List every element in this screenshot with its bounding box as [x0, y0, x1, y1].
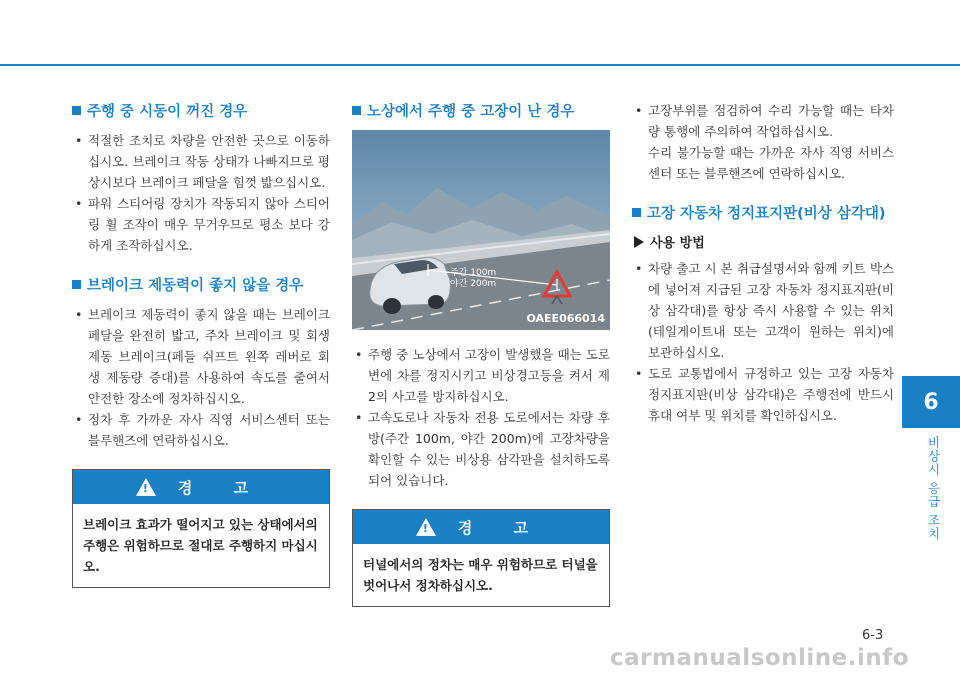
column-1	[72, 100, 330, 588]
bullet-list	[632, 258, 894, 426]
section-title: 주행 중 시동이 꺼진 경우	[87, 104, 248, 120]
list-item: • 주행 중 노상에서 고장이 발생했을 때는 도로변에 차를 정지시키고 비상경고등을 켜서 제2의 사고를 방지하십시오.	[352, 344, 610, 407]
warning-triangle-icon	[416, 518, 436, 536]
bullet-list	[72, 130, 330, 256]
square-bullet-icon	[72, 280, 81, 289]
square-bullet-icon	[72, 106, 81, 115]
section-title: 노상에서 주행 중 고장이 난 경우	[367, 104, 575, 120]
chapter-tab: 6	[902, 376, 960, 428]
warning-triangle-icon	[136, 478, 156, 496]
warning-box	[352, 509, 610, 607]
section-heading	[72, 274, 330, 295]
section-title: 고장 자동차 정지표지판(비상 삼각대)	[647, 206, 886, 222]
distance-note	[450, 268, 496, 290]
list-item: • 차량 출고 시 본 취급설명서와 함께 키트 박스에 넣어져 지급된 고장 자동차 정지표지판(비상 삼각대)를 항상 즉시 사용할 수 있는 위치(테일게이트내 또는 고객이 원하는 위치)에 보관하십시오.	[632, 258, 894, 363]
sub-heading	[634, 232, 894, 251]
square-bullet-icon	[632, 208, 641, 217]
bullet-list	[352, 344, 610, 491]
triangle-bullet-icon	[634, 236, 644, 248]
illustration-svg	[352, 130, 610, 330]
sub-heading-title: 사용 방법	[650, 236, 705, 251]
warning-title: 경 고	[177, 478, 267, 497]
warning-body: 브레이크 효과가 떨어지고 있는 상태에서의 주행은 위험하므로 절대로 주행하지 마십시오.	[83, 517, 318, 574]
section-title: 브레이크 제동력이 좋지 않을 경우	[87, 278, 304, 294]
warning-box	[72, 469, 330, 588]
section-heading	[72, 100, 330, 121]
distance-night: 야간 200m	[450, 279, 497, 289]
section-heading	[632, 202, 894, 223]
chapter-label: 비상시 응급 조치	[926, 436, 941, 541]
list-item: • 도로 교통법에서 규정하고 있는 고장 자동차 정지표지판(비상 삼각대)은 주행전에 반드시 휴대 여부 및 위치를 확인하십시오.	[632, 363, 894, 426]
list-item-line: • 고장부위를 점검하여 수리 가능할 때는 타차량 통행에 주의하여 작업하십시오.	[648, 103, 894, 139]
roadside-breakdown-illustration	[352, 130, 610, 330]
warning-title: 경 고	[457, 518, 547, 537]
column-2	[352, 100, 610, 607]
column-3	[632, 100, 894, 444]
watermark: carmanualsonline.info	[610, 645, 910, 671]
list-item: • 정차 후 가까운 자사 직영 서비스센터 또는 블루핸즈에 연락하십시오.	[72, 409, 330, 451]
list-item: • 브레이크 제동력이 좋지 않을 때는 브레이크 페달을 완전히 밟고, 주차 브레이크 및 회생 제동 브레이크(페들 쉬프트 왼쪽 레버로 회생 제동량 증대)를 사용하여 속도를 줄여서 안전한 장소에 정차하십시오.	[72, 304, 330, 409]
list-item: • 파워 스티어링 장치가 작동되지 않아 스티어링 휠 조작이 매우 무거우므로 평소 보다 강하게 조작하십시오.	[72, 193, 330, 256]
section-heading	[352, 100, 610, 121]
list-item	[632, 100, 894, 184]
figure-code: OAEE066014	[526, 312, 605, 325]
list-item: • 적절한 조치로 차량을 안전한 곳으로 이동하십시오. 브레이크 작동 상태가 나빠지므로 평상시보다 브레이크 페달을 힘껏 밟으십시오.	[72, 130, 330, 193]
list-item: • 고속도로나 자동차 전용 도로에서는 차량 후방(주간 100m, 야간 200m)에 고장차량을 확인할 수 있는 비상용 삼각판을 설치하도록 되어 있습니다.	[352, 407, 610, 491]
distance-day: 주간 100m	[450, 268, 497, 278]
top-rule	[0, 64, 960, 66]
bullet-list	[72, 304, 330, 451]
warning-body: 터널에서의 정차는 매우 위험하므로 터널을 벗어나서 정차하십시오.	[363, 557, 598, 593]
list-item-line: 수리 불가능할 때는 가까운 자사 직영 서비스센터 또는 블루핸즈에 연락하십시오.	[648, 145, 894, 181]
warning-header	[353, 510, 609, 544]
page-number: 6-3	[862, 628, 884, 643]
warning-header	[73, 470, 329, 504]
square-bullet-icon	[352, 106, 361, 115]
bullet-list	[632, 100, 894, 184]
